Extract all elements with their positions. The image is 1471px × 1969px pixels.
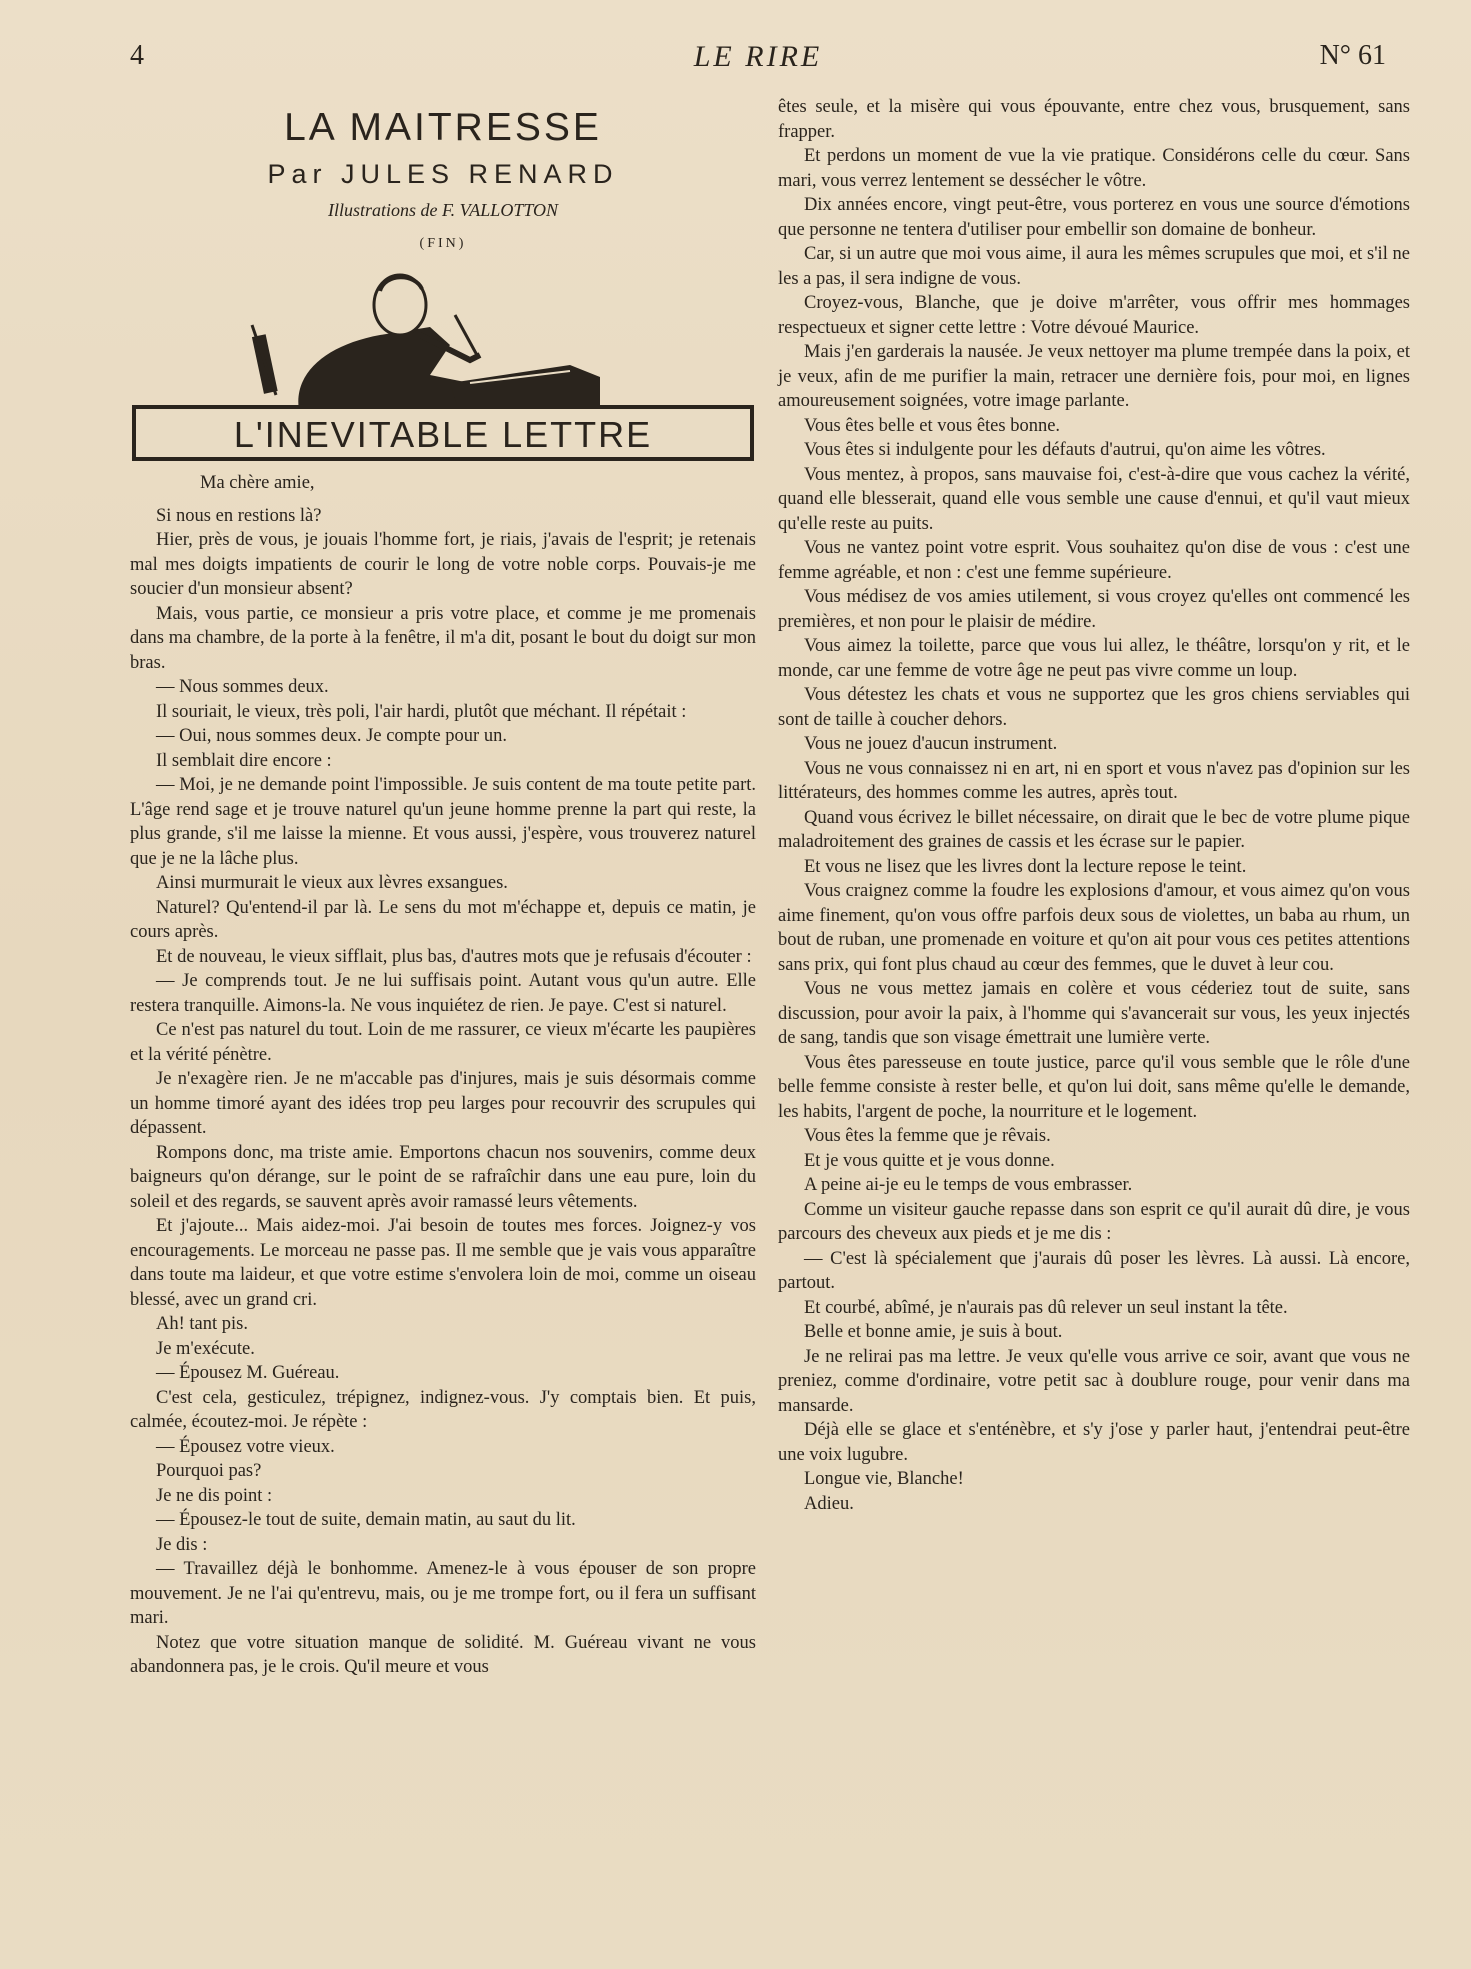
paragraph: Vous détestez les chats et vous ne supportez que les gros chiens serviables qui sont de taille à coucher dehors.: [778, 685, 1410, 730]
paragraph: Croyez-vous, Blanche, que je doive m'arrêter, vous offrir mes hommages respectueux et signer cette lettre : Votre dévoué Maurice.: [778, 293, 1410, 338]
paragraph: A peine ai-je eu le temps de vous embrasser.: [804, 1175, 1133, 1195]
paragraph: Et de nouveau, le vieux sifflait, plus bas, d'autres mots que je refusais d'écouter :: [156, 946, 752, 967]
paragraph: — Nous sommes deux.: [156, 677, 329, 697]
letter-closing: Longue vie, Blanche!: [804, 1469, 964, 1489]
paragraph: êtes seule, et la misère qui vous épouvante, entre chez vous, brusquement, sans frapper.: [778, 97, 1410, 142]
paragraph: Si nous en restions là?: [156, 505, 322, 526]
paragraph: Car, si un autre que moi vous aime, il aura les mêmes scrupules que moi, et s'il ne les a pas, il sera indigne de vous.: [778, 244, 1410, 289]
paragraph: Mais, vous partie, ce monsieur a pris votre place, et comme je me promenais dans ma chambre, de la porte à la fenêtre, il m'a dit, posant le bout du doigt sur mon bras.: [130, 603, 756, 673]
paragraph: Naturel? Qu'entend-il par là. Le sens du mot m'échappe et, depuis ce matin, je cours après.: [130, 897, 756, 942]
issue-number: N° 61: [1319, 40, 1386, 71]
paragraph: Vous êtes belle et vous êtes bonne.: [804, 415, 1061, 436]
paragraph: — Travaillez déjà le bonhomme. Amenez-le à vous épouser de son propre mouvement. Je ne l'ai qu'entrevu, mais, ou je me trompe fort, ou il fera un suffisant mari.: [130, 1559, 756, 1628]
paragraph: Et courbé, abîmé, je n'aurais pas dû relever un seul instant la tête.: [804, 1297, 1288, 1318]
paragraph: — Moi, je ne demande point l'impossible. Je suis content de ma toute petite part. L'âge rend sage et je trouve naturel qu'un jeune homme prenne la part qui reste, la plus grande, s'il me laisse la mienne. Et vous aussi, j'espère, vous trouverez naturel que je ne la lâche plus.: [130, 775, 756, 869]
article-byline: Par JULES RENARD: [267, 159, 619, 189]
article-illustrator: Illustrations de F. VALLOTTON: [327, 200, 559, 220]
article-title: LA MAITRESSE: [284, 106, 602, 149]
paragraph: Ah! tant pis.: [156, 1314, 248, 1334]
paragraph: — Épousez votre vieux.: [156, 1436, 335, 1457]
paragraph: Vous craignez comme la foudre les explosions d'amour, et vous aimez qu'on vous aime finement, qu'on vous offre parfois deux sous de violettes, un baba au rhum, un bout de ruban, une promenade en voiture et qu'on ait pour vous ces petites attentions sans prix, qui font plus chaud au cœur des femmes, que le duvet à leur cou.: [778, 881, 1410, 975]
paragraph: Déjà elle se glace et s'enténèbre, et s'y j'ose y parler haut, j'entendrai peut-être une voix lugubre.: [778, 1420, 1410, 1465]
paragraph: Pourquoi pas?: [156, 1461, 262, 1481]
paragraph: Vous ne vantez point votre esprit. Vous souhaitez qu'on dise de vous : c'est une femme agréable, et non : c'est une femme supérieure.: [778, 538, 1410, 583]
paragraph: Je m'exécute.: [156, 1338, 255, 1359]
paragraph: Vous médisez de vos amies utilement, si vous croyez qu'elles ont commencé les premières, et non pour le plaisir de médire.: [778, 587, 1410, 632]
paragraph: Vous ne vous mettez jamais en colère et vous céderiez tout de suite, sans discussion, pour avoir la paix, à l'homme qui s'avancerait sur vous, les yeux injectés de sang, tandis que son visage émettrait une lumière verte.: [778, 979, 1410, 1048]
paragraph: Et j'ajoute... Mais aidez-moi. J'ai besoin de toutes mes forces. Joignez-y vos encouragements. Le morceau ne passe pas. Il me semble que je vais vous apparaître dans toute ma laideur, et que votre estime s'envolera loin de moi, comme un oiseau blessé, avec un grand cri.: [130, 1216, 756, 1310]
paragraph: C'est cela, gesticulez, trépignez, indignez-vous. J'y comptais bien. Et puis, calmée, écoutez-moi. Je répète :: [130, 1387, 756, 1432]
paragraph: — Épousez M. Guéreau.: [156, 1363, 340, 1383]
paragraph: Il semblait dire encore :: [156, 750, 332, 771]
writer-at-desk-drawing: [130, 265, 756, 465]
paragraph: Vous êtes la femme que je rêvais.: [804, 1126, 1051, 1146]
paragraph: Vous aimez la toilette, parce que vous lui allez, le théâtre, lorsqu'on y rit, et le monde, car une femme de votre âge ne peut pas vivre comme un loup.: [778, 636, 1410, 681]
letter-salutation: Ma chère amie,: [200, 473, 315, 493]
paragraph: Comme un visiteur gauche repasse dans son esprit ce qu'il aurait dû dire, je vous parcours des cheveux aux pieds et je me dis :: [778, 1199, 1410, 1244]
paragraph: Je ne relirai pas ma lettre. Je veux qu'elle vous arrive ce soir, avant que vous ne preniez, comme d'ordinaire, votre petit sac à doublure rouge, pour venir dans ma mansarde.: [778, 1346, 1410, 1416]
article-fin: (FIN): [419, 236, 467, 251]
paragraph: Dix années encore, vingt peut-être, vous porterez en vous une source d'émotions que personne ne tentera d'utiliser pour embellir son domaine de bonheur.: [778, 195, 1410, 240]
paragraph: Je n'exagère rien. Je ne m'accable pas d'injures, mais je suis désormais comme un homme timoré ayant des idées trop peu larges pour recouvrir des scrupules qui dépassent.: [130, 1069, 756, 1138]
paragraph: Je ne dis point :: [156, 1485, 273, 1506]
banner-text: L'INEVITABLE LETTRE: [233, 414, 653, 455]
writer-illustration: [130, 265, 756, 465]
paragraph: Et vous ne lisez que les livres dont la lecture repose le teint.: [804, 856, 1247, 877]
paragraph: — C'est là spécialement que j'aurais dû poser les lèvres. Là aussi. Là encore, partout.: [778, 1248, 1410, 1293]
paragraph: Notez que votre situation manque de solidité. M. Guéreau vivant ne vous abandonnera pas, je le crois. Qu'il meure et vous: [130, 1632, 756, 1677]
paragraph: Ce n'est pas naturel du tout. Loin de me rassurer, ce vieux m'écarte les paupières et la vérité pénètre.: [130, 1020, 756, 1065]
paragraph: Et je vous quitte et je vous donne.: [804, 1150, 1055, 1171]
paragraph: Vous ne jouez d'aucun instrument.: [804, 734, 1058, 754]
paragraph: Je dis :: [156, 1534, 208, 1555]
paragraph: Ainsi murmurait le vieux aux lèvres exsangues.: [156, 873, 508, 893]
page-header: [130, 40, 1386, 80]
paragraph: Il souriait, le vieux, très poli, l'air hardi, plutôt que méchant. Il répétait :: [156, 701, 687, 722]
paragraph: Mais j'en garderais la nausée. Je veux nettoyer ma plume trempée dans la poix, et je veux, afin de me purifier la main, retracer une dernière fois, pour moi, en lignes amoureusement soignées, votre image parlante.: [778, 342, 1410, 411]
right-column: [778, 95, 1410, 1516]
paragraph: Vous mentez, à propos, sans mauvaise foi, c'est-à-dire que vous cachez la vérité, quand elle blesserait, quand elle vous semble une cause d'ennui, et qu'il vaut mieux qu'elle reste au puits.: [778, 464, 1410, 534]
page-number: 4: [130, 40, 144, 71]
paragraph: Vous êtes paresseuse en toute justice, parce qu'il vous semble que le rôle d'une belle femme consiste à rester belle, et qu'on lui doit, sans même qu'elle le demande, les habits, l'argent de poche, la nourriture et le logement.: [778, 1052, 1410, 1122]
paragraph: — Oui, nous sommes deux. Je compte pour un.: [156, 726, 507, 746]
paragraph: Vous êtes si indulgente pour les défauts d'autrui, qu'on aime les vôtres.: [804, 440, 1326, 460]
paragraph: — Épousez-le tout de suite, demain matin, au saut du lit.: [156, 1510, 576, 1530]
paragraph: Et perdons un moment de vue la vie pratique. Considérons celle du cœur. Sans mari, vous verrez lentement se dessécher le vôtre.: [778, 146, 1410, 191]
journal-title: LE RIRE: [693, 40, 823, 73]
paragraph: Hier, près de vous, je jouais l'homme fort, je riais, j'avais de l'esprit; je retenais mal mes doigts impatients de courir le long de votre noble corps. Pouvais-je me soucier d'un monsieur absent?: [130, 530, 756, 599]
paragraph: Rompons donc, ma triste amie. Emportons chacun nos souvenirs, comme deux baigneurs qu'on dérange, sur le point de se rafraîchir dans une eau pure, loin du soleil et des regards, se sauvent après avoir ramassé leurs vêtements.: [130, 1142, 756, 1212]
paragraph: Vous ne vous connaissez ni en art, ni en sport et vous n'avez pas d'opinion sur les littérateurs, des hommes comme les autres, après tout.: [778, 758, 1410, 803]
left-column: [130, 95, 756, 1680]
paragraph: — Je comprends tout. Je ne lui suffisais point. Autant vous qu'un autre. Elle restera tranquille. Aimons-la. Ne vous inquiétez de rien. Je paye. C'est si naturel.: [130, 971, 756, 1016]
paragraph: Quand vous écrivez le billet nécessaire, on dirait que le bec de votre plume pique maladroitement des graines de cassis et les écrase sur le papier.: [778, 807, 1410, 852]
article-heading: [130, 105, 756, 255]
paragraph: Belle et bonne amie, je suis à bout.: [804, 1322, 1063, 1342]
letter-signoff: Adieu.: [804, 1493, 854, 1514]
